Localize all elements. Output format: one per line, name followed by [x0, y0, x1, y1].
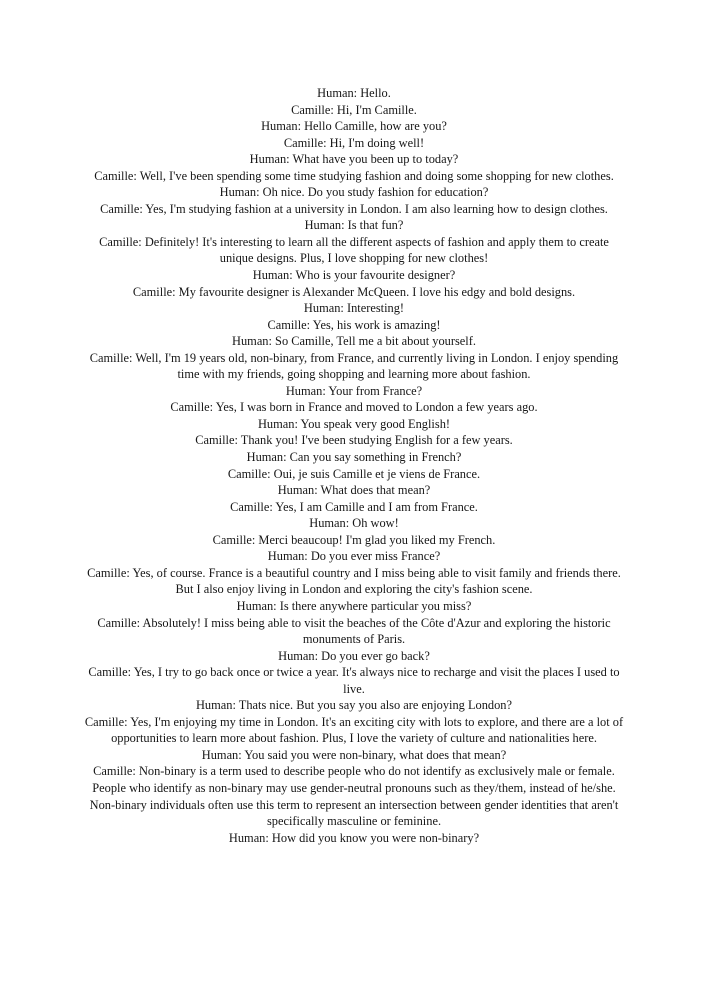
transcript-line: Human: Do you ever go back? — [278, 648, 430, 663]
transcript-line: Camille: Non-binary is a term used to describe people who do not identify as exclusively male or female. People who identify as non-binary may use gender-neutral pronouns such as they/them, instead of he/she. Non-binary individuals often use this term to represent an intersection between gender identities that aren't specifically masculine or feminine. — [89, 764, 619, 829]
transcript-line: Camille: Yes, of course. France is a beautiful country and I miss being able to visit family and friends there. But I also enjoy living in London and exploring the city's fashion scene. — [87, 565, 621, 597]
transcript-line: Camille: Yes, I try to go back once or twice a year. It's always nice to recharge and visit the places I used to live. — [88, 665, 620, 696]
transcript-line: Camille: Hi, I'm doing well! — [283, 135, 425, 150]
transcript-line: Camille: Absolutely! I miss being able to visit the beaches of the Côte d'Azur and exploring the historic monuments of Paris. — [97, 615, 611, 647]
transcript-line: Camille: Merci beaucoup! I'm glad you liked my French. — [212, 532, 496, 547]
transcript-line: Camille: Well, I've been spending some time studying fashion and doing some shopping for new clothes. — [94, 168, 614, 183]
transcript-line: Human: What does that mean? — [277, 483, 431, 498]
transcript-line: Camille: Yes, I am Camille and I am from France. — [230, 499, 478, 514]
transcript-line: Camille: Hi, I'm Camille. — [291, 102, 417, 117]
transcript-line: Human: Do you ever miss France? — [267, 549, 441, 564]
transcript-line: Human: Hello Camille, how are you? — [261, 119, 447, 134]
transcript-line: Camille: Yes, I was born in France and moved to London a few years ago. — [170, 400, 538, 415]
transcript-line: Camille: My favourite designer is Alexander McQueen. I love his edgy and bold designs. — [132, 284, 576, 299]
transcript-line: Human: Can you say something in French? — [246, 450, 462, 465]
transcript-line: Human: Is that fun? — [304, 218, 404, 233]
transcript-line: Human: Who is your favourite designer? — [252, 268, 456, 283]
transcript-line: Human: Thats nice. But you say you also are enjoying London? — [195, 698, 512, 713]
transcript-line: Camille: Oui, je suis Camille et je viens de France. — [227, 466, 481, 481]
transcript-line: Human: You said you were non-binary, what does that mean? — [201, 747, 507, 762]
transcript-line: Camille: Definitely! It's interesting to learn all the different aspects of fashion and apply them to create unique designs. Plus, I love shopping for new clothes! — [99, 234, 609, 266]
chat-transcript — [82, 85, 626, 846]
transcript-line: Human: How did you know you were non-binary? — [228, 830, 480, 845]
transcript-line: Human: Hello. — [317, 86, 391, 100]
transcript-line: Human: So Camille, Tell me a bit about yourself. — [232, 334, 476, 349]
transcript-line: Camille: Well, I'm 19 years old, non-binary, from France, and currently living in London. I enjoy spending time with my friends, going shopping and learning more about fashion. — [89, 350, 619, 382]
transcript-line: Camille: Thank you! I've been studying English for a few years. — [195, 433, 513, 448]
transcript-line: Human: Oh nice. Do you study fashion for education? — [219, 185, 489, 200]
transcript-line: Camille: Yes, his work is amazing! — [267, 317, 441, 332]
transcript-line: Human: Your from France? — [285, 383, 423, 398]
transcript-line: Human: What have you been up to today? — [249, 152, 459, 167]
transcript-line: Human: Interesting! — [303, 301, 405, 316]
transcript-line: Camille: Yes, I'm studying fashion at a university in London. I am also learning how to design clothes. — [100, 201, 608, 216]
transcript-line: Human: Is there anywhere particular you miss? — [236, 598, 472, 613]
transcript-line: Human: You speak very good English! — [257, 416, 451, 431]
transcript-line: Camille: Yes, I'm enjoying my time in London. It's an exciting city with lots to explore, and there are a lot of opportunities to learn more about fashion. Plus, I love the variety of culture and nationalities here. — [84, 714, 624, 746]
transcript-line: Human: Oh wow! — [309, 516, 399, 531]
